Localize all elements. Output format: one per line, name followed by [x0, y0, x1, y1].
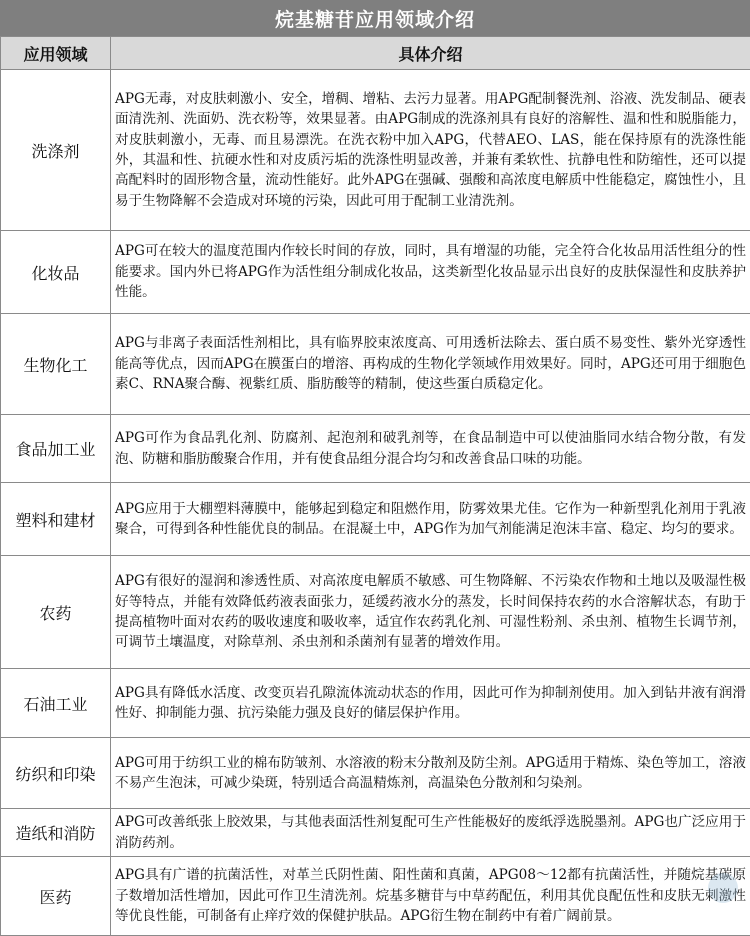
row-description: APG具有广谱的抗菌活性，对革兰氏阴性菌、阳性菌和真菌，APG08～12都有抗菌活性，并随烷基碳原子数增加活性增加，因此可作卫生清洗剂。烷基多糖苷与中草药配伍，利用其优良配伍性和皮肤无刺激性等优良性能，可制备有止痒疗效的保健护肤品。APG衍生物在制药中有着广阔前景。: [111, 857, 750, 936]
row-field: 农药: [1, 556, 111, 669]
table-row: [1, 415, 750, 483]
row-field: 造纸和消防: [1, 809, 111, 857]
row-field: 洗涤剂: [1, 70, 111, 231]
row-description: APG可在较大的温度范围内作较长时间的存放，同时，具有增湿的功能，完全符合化妆品用活性组分的性能要求。国内外已将APG作为活性组分制成化妆品，这类新型化妆品显示出良好的皮肤保湿性和皮肤养护性能。: [111, 231, 750, 314]
table-row: [1, 556, 750, 669]
row-description: APG有很好的湿润和渗透性质、对高浓度电解质不敏感、可生物降解、不污染农作物和土地以及吸湿性极好等特点，并能有效降低药液表面张力，延缓药液水分的蒸发，长时间保持农药的水合溶解状态，有助于提高植物叶面对农药的吸收速度和吸收率，适宜作农药乳化剂、可湿性粉剂、杀虫剂、植物生长调节剂，可调节土壤温度，对除草剂、杀虫剂和杀菌剂有显著的增效作用。: [111, 556, 750, 669]
table-row: [1, 857, 750, 936]
table-row: [1, 669, 750, 738]
application-table: [0, 36, 750, 936]
row-description: APG应用于大棚塑料薄膜中，能够起到稳定和阻燃作用，防雾效果尤佳。它作为一种新型乳化剂用于乳液聚合，可得到各种性能优良的制品。在混凝土中，APG作为加气剂能满足泡沫丰富、稳定、均匀的要求。: [111, 483, 750, 556]
row-description: APG与非离子表面活性剂相比，具有临界胶束浓度高、可用透析法除去、蛋白质不易变性、紫外光穿透性能高等优点，因而APG在膜蛋白的增溶、再构成的生物化学领域作用效果好。同时，APG还可用于细胞色素C、RNA聚合酶、视紫红质、脂肪酸等的精制，使这些蛋白质稳定化。: [111, 314, 750, 415]
page-title: 烷基糖苷应用领域介绍: [0, 0, 750, 36]
row-field: 化妆品: [1, 231, 111, 314]
row-description: APG可作为食品乳化剂、防腐剂、起泡剂和破乳剂等，在食品制造中可以使油脂同水结合物分散，有发泡、防糖和脂肪酸聚合作用，并有使食品组分混合均匀和改善食品口味的功能。: [111, 415, 750, 483]
row-field: 塑料和建材: [1, 483, 111, 556]
table-row: [1, 738, 750, 809]
table-row: [1, 314, 750, 415]
row-description: APG具有降低水活度、改变页岩孔隙流体流动状态的作用，因此可作为抑制剂使用。加入到钻井液有润滑性好、抑制能力强、抗污染能力强及良好的储层保护作用。: [111, 669, 750, 738]
row-description: APG可用于纺织工业的棉布防皱剂、水溶液的粉末分散剂及防尘剂。APG适用于精炼、染色等加工，溶液不易产生泡沫，可减少染斑，特别适合高温精炼剂，高温染色分散剂和匀染剂。: [111, 738, 750, 809]
row-field: 石油工业: [1, 669, 111, 738]
table-row: [1, 231, 750, 314]
row-field: 医药: [1, 857, 111, 936]
table-row: [1, 483, 750, 556]
row-field: 食品加工业: [1, 415, 111, 483]
table-row: [1, 809, 750, 857]
table-header-row: [1, 37, 750, 70]
row-field: 生物化工: [1, 314, 111, 415]
table-row: [1, 70, 750, 231]
row-description: APG可改善纸张上胶效果，与其他表面活性剂复配可生产性能极好的废纸浮选脱墨剂。APG也广泛应用于消防药剂。: [111, 809, 750, 857]
row-field: 纺织和印染: [1, 738, 111, 809]
column-header-description: 具体介绍: [111, 37, 750, 70]
row-description: APG无毒，对皮肤刺激小、安全，增稠、增粘、去污力显著。用APG配制餐洗剂、浴液、洗发制品、硬表面清洗剂、洗面奶、洗衣粉等，效果显著。由APG制成的洗涤剂具有良好的溶解性、温和性和脱脂能力，对皮肤刺激小，无毒、而且易漂洗。在洗衣粉中加入APG，代替AEO、LAS，能在保持原有的洗涤性能外，其温和性、抗硬水性和对皮质污垢的洗涤性明显改善，并兼有柔软性、抗静电性和防缩性，还可以提高配料时的固形物含量，流动性能好。此外APG在强碱、强酸和高浓度电解质中性能稳定，腐蚀性小，且易于生物降解不会造成对环境的污染，因此可用于配制工业清洗剂。: [111, 70, 750, 231]
column-header-field: 应用领域: [1, 37, 111, 70]
